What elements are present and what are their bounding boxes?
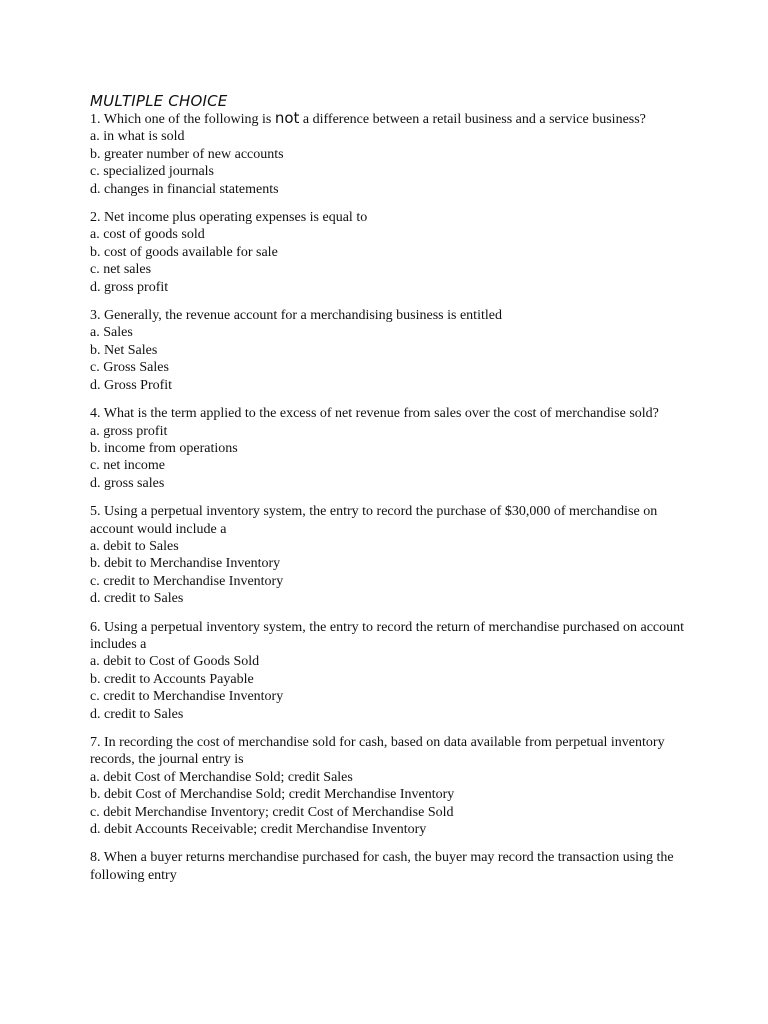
question-3 (90, 307, 690, 394)
answer-option: c. net sales (90, 262, 152, 278)
answer-option: b. debit Cost of Merchandise Sold; credit Merchandise Inventory (90, 787, 455, 803)
section-heading: MULTIPLE CHOICE (90, 92, 228, 110)
answer-option: a. cost of goods sold (90, 227, 205, 243)
question-5 (90, 503, 690, 607)
question-2 (90, 209, 690, 296)
answer-option: d. gross sales (90, 475, 165, 491)
question-6 (90, 619, 690, 723)
answer-option: b. cost of goods available for sale (90, 244, 278, 260)
answer-option: d. gross profit (90, 279, 169, 295)
stem-text-after: a difference between a retail business and a service business? (299, 112, 646, 127)
answer-option: d. credit to Sales (90, 591, 184, 607)
question-8 (90, 849, 690, 884)
question-stem (90, 110, 690, 128)
question-7 (90, 734, 690, 838)
answer-option: c. Gross Sales (90, 360, 169, 376)
answer-option: a. debit to Sales (90, 538, 179, 554)
answer-option: b. credit to Accounts Payable (90, 671, 254, 687)
answer-option: b. debit to Merchandise Inventory (90, 556, 281, 572)
document-page (90, 92, 690, 895)
answer-option: c. credit to Merchandise Inventory (90, 573, 284, 589)
answer-option: c. credit to Merchandise Inventory (90, 689, 284, 705)
answer-option: b. Net Sales (90, 342, 158, 358)
answer-option: a. debit to Cost of Goods Sold (90, 654, 260, 670)
answer-option: d. debit Accounts Receivable; credit Merchandise Inventory (90, 822, 427, 838)
question-stem: 4. What is the term applied to the excess of net revenue from sales over the cost of merchandise sold? (90, 406, 659, 422)
question-stem: 3. Generally, the revenue account for a merchandising business is entitled (90, 308, 502, 324)
question-1 (90, 110, 690, 198)
question-stem: 8. When a buyer returns merchandise purchased for cash, the buyer may record the transaction using the following entry (90, 850, 674, 883)
question-4 (90, 405, 690, 492)
answer-option: a. debit Cost of Merchandise Sold; credit Sales (90, 769, 353, 785)
stem-text-before: 1. Which one of the following is (90, 112, 275, 127)
question-stem: 6. Using a perpetual inventory system, the entry to record the return of merchandise purchased on account includes a (90, 619, 685, 652)
question-stem: 7. In recording the cost of merchandise sold for cash, based on data available from perpetual inventory records, the journal entry is (90, 735, 665, 768)
answer-option: b. income from operations (90, 440, 238, 456)
answer-option: d. changes in financial statements (90, 181, 279, 197)
answer-option: a. in what is sold (90, 129, 185, 145)
answer-option: b. greater number of new accounts (90, 146, 284, 162)
answer-option: d. Gross Profit (90, 377, 173, 393)
question-stem: 2. Net income plus operating expenses is equal to (90, 210, 368, 226)
answer-option: c. net income (90, 458, 166, 474)
answer-option: d. credit to Sales (90, 706, 184, 722)
answer-option: c. specialized journals (90, 164, 215, 180)
answer-option: a. Sales (90, 325, 133, 341)
question-stem: 5. Using a perpetual inventory system, the entry to record the purchase of $30,000 of merchandise on account would include a (90, 504, 658, 537)
answer-option: a. gross profit (90, 423, 168, 439)
answer-option: c. debit Merchandise Inventory; credit Cost of Merchandise Sold (90, 804, 454, 820)
stem-emphasis: not (274, 109, 300, 127)
